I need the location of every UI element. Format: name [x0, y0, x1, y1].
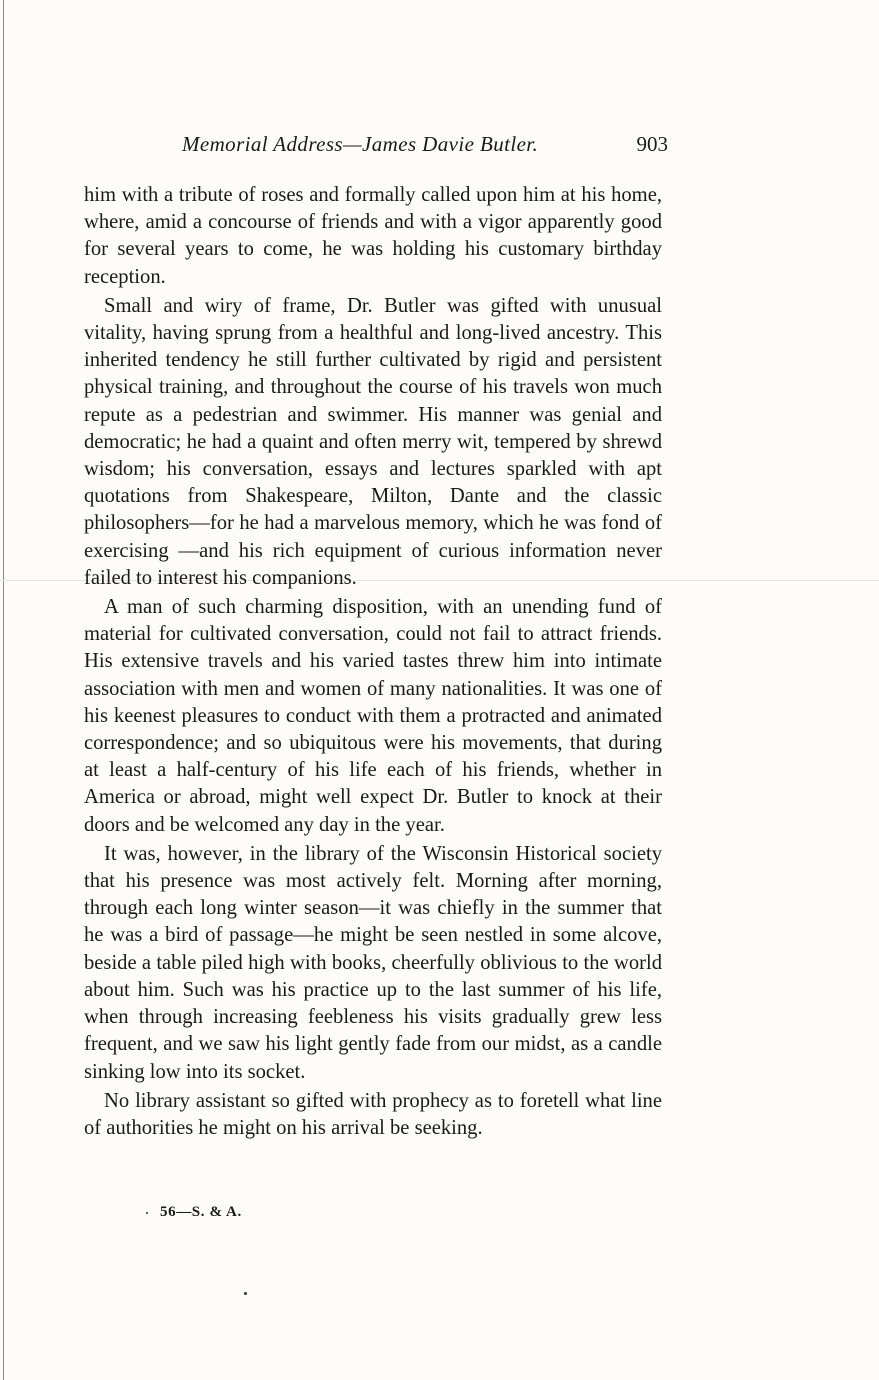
page-header [182, 132, 668, 162]
paragraph: It was, however, in the library of the Wisconsin Historical society that his presence was most actively felt. Morning after morning, through each long winter season—it was chiefly in the summer that he was a bird of passage—he might be seen nestled in some alcove, beside a table piled high with books, cheerfully oblivious to the world about him. Such was his practice up to the last summer of his life, when through increasing feebleness his visits gradually grew less frequent, and we saw his light gently fade from our midst, as a candle sinking low into its socket. [84, 842, 662, 1083]
paragraph: him with a tribute of roses and formally called upon him at his home, where, amid a concourse of friends and with a vigor apparently good for several years to come, he was holding his customary birthday reception. [84, 184, 662, 288]
running-head: Memorial Address—James Davie Butler. [182, 132, 539, 156]
page-edge-line [3, 0, 4, 1380]
paragraph: No library assistant so gifted with prophecy as to foretell what line of authorities he might on his arrival be seeking. [84, 1089, 662, 1139]
signature-mark: 56—S. & A. [160, 1204, 242, 1220]
paragraph: Small and wiry of frame, Dr. Butler was gifted with unusual vitality, having sprung from a healthful and long-lived ancestry. This inherited tendency he still further cultivated by rigid and persistent physical training, and throughout the course of his travels won much repute as a pedestrian and swimmer. His manner was genial and democratic; he had a quaint and often merry wit, tempered by shrewd wisdom; his conversation, essays and lectures sparkled with apt quotations from Shakespeare, Milton, Dante and the classic philosophers—for he had a marvelous memory, which he was fond of exercising —and his rich equipment of curious information never failed to interest his companions. [84, 294, 662, 589]
ink-speck [146, 1212, 148, 1214]
page-number: 903 [636, 132, 668, 156]
body-text [84, 182, 662, 1144]
ink-speck [244, 1292, 247, 1295]
paragraph: A man of such charming disposition, with an unending fund of material for cultivated conversation, could not fail to attract friends. His extensive travels and his varied tastes threw him into intimate association with men and women of many nationalities. It was one of his keenest pleasures to conduct with them a protracted and animated correspondence; and so ubiquitous were his movements, that during at least a half-century of his life each of his friends, whether in America or abroad, might well expect Dr. Butler to knock at their doors and be welcomed any day in the year. [84, 596, 662, 836]
